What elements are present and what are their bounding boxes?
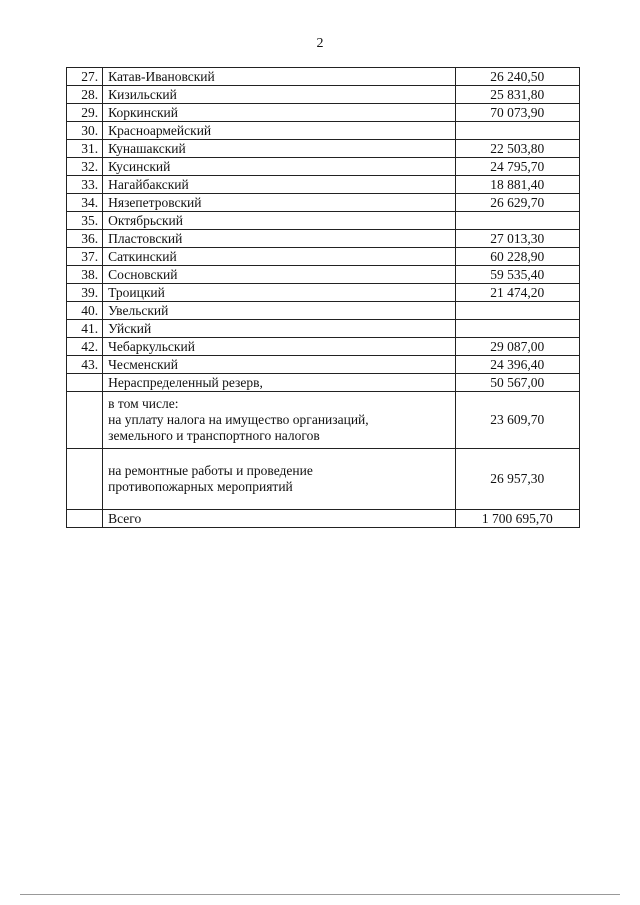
district-name: Сосновский [103, 266, 455, 284]
row-number: 29. [67, 104, 103, 122]
table-row [67, 266, 580, 284]
table-row [67, 122, 580, 140]
row-number-empty [67, 510, 103, 528]
reserve-detail-text [103, 449, 455, 510]
table-row [67, 320, 580, 338]
district-name: Нагайбакский [103, 176, 455, 194]
amount: 24 396,40 [455, 356, 580, 374]
row-number: 32. [67, 158, 103, 176]
table-row [67, 248, 580, 266]
amount: 22 503,80 [455, 140, 580, 158]
district-name: Саткинский [103, 248, 455, 266]
amount: 21 474,20 [455, 284, 580, 302]
district-name: Коркинский [103, 104, 455, 122]
district-name: Троицкий [103, 284, 455, 302]
amount: 18 881,40 [455, 176, 580, 194]
reserve-detail-line: земельного и транспортного налогов [108, 428, 320, 443]
reserve-amount: 50 567,00 [455, 374, 580, 392]
district-name: Нязепетровский [103, 194, 455, 212]
district-name: Катав-Ивановский [103, 68, 455, 86]
district-name: Чесменский [103, 356, 455, 374]
row-number: 30. [67, 122, 103, 140]
row-number: 43. [67, 356, 103, 374]
table-row [67, 158, 580, 176]
table-row [67, 212, 580, 230]
row-number: 41. [67, 320, 103, 338]
amount: 25 831,80 [455, 86, 580, 104]
amount: 27 013,30 [455, 230, 580, 248]
amount [455, 212, 580, 230]
amount: 70 073,90 [455, 104, 580, 122]
row-number: 37. [67, 248, 103, 266]
total-label: Всего [103, 510, 455, 528]
row-number: 40. [67, 302, 103, 320]
row-number: 31. [67, 140, 103, 158]
amount: 59 535,40 [455, 266, 580, 284]
amount: 60 228,90 [455, 248, 580, 266]
table-row [67, 338, 580, 356]
table-row [67, 284, 580, 302]
table-row [67, 302, 580, 320]
row-number: 36. [67, 230, 103, 248]
reserve-label: Нераспределенный резерв, [103, 374, 455, 392]
row-number: 34. [67, 194, 103, 212]
page-bottom-divider [20, 894, 620, 895]
reserve-detail-line: на ремонтные работы и проведение [108, 463, 313, 478]
row-number: 38. [67, 266, 103, 284]
district-name: Чебаркульский [103, 338, 455, 356]
amount [455, 122, 580, 140]
reserve-detail-row [67, 449, 580, 510]
table-row [67, 230, 580, 248]
district-name: Кизильский [103, 86, 455, 104]
reserve-detail-amount: 23 609,70 [455, 392, 580, 449]
row-number: 28. [67, 86, 103, 104]
reserve-detail-amount: 26 957,30 [455, 449, 580, 510]
amount [455, 320, 580, 338]
district-name: Кусинский [103, 158, 455, 176]
table-row [67, 86, 580, 104]
table-row [67, 140, 580, 158]
amount: 26 240,50 [455, 68, 580, 86]
row-number: 35. [67, 212, 103, 230]
amount [455, 302, 580, 320]
reserve-detail-row [67, 392, 580, 449]
budget-table [66, 67, 580, 528]
row-number: 42. [67, 338, 103, 356]
reserve-detail-text [103, 392, 455, 449]
total-amount: 1 700 695,70 [455, 510, 580, 528]
table-row [67, 104, 580, 122]
row-number-empty [67, 374, 103, 392]
total-row [67, 510, 580, 528]
row-number: 33. [67, 176, 103, 194]
district-name: Красноармейский [103, 122, 455, 140]
table-row [67, 194, 580, 212]
page-number: 2 [316, 36, 324, 51]
amount: 26 629,70 [455, 194, 580, 212]
row-number-empty [67, 392, 103, 449]
reserve-detail-line: в том числе: [108, 396, 179, 411]
reserve-detail-line: на уплату налога на имущество организаций, [108, 412, 369, 427]
district-name: Октябрьский [103, 212, 455, 230]
table-row [67, 176, 580, 194]
amount: 29 087,00 [455, 338, 580, 356]
amount: 24 795,70 [455, 158, 580, 176]
district-name: Кунашакский [103, 140, 455, 158]
reserve-detail-line: противопожарных мероприятий [108, 479, 293, 494]
row-number: 39. [67, 284, 103, 302]
table-row [67, 356, 580, 374]
row-number-empty [67, 449, 103, 510]
table-row [67, 68, 580, 86]
district-name: Увельский [103, 302, 455, 320]
district-name: Уйский [103, 320, 455, 338]
district-name: Пластовский [103, 230, 455, 248]
row-number: 27. [67, 68, 103, 86]
reserve-row [67, 374, 580, 392]
